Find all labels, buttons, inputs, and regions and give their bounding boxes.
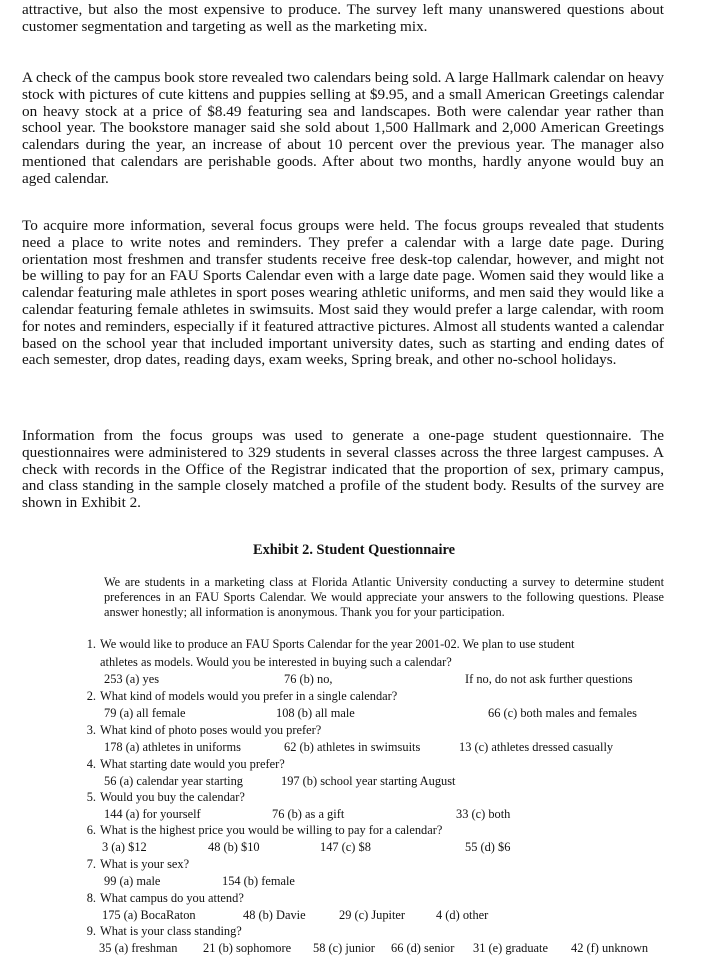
answer-option: 42 (f) unknown bbox=[571, 941, 649, 955]
answer-option: 21 (b) sophomore bbox=[203, 941, 292, 955]
answer-option: 48 (b) Davie bbox=[243, 908, 306, 922]
answer-option: 62 (b) athletes in swimsuits bbox=[284, 740, 421, 754]
answer-option: 4 (d) other bbox=[436, 908, 489, 922]
answer-option: 79 (a) all female bbox=[104, 706, 186, 720]
question-text: What starting date would you prefer? bbox=[100, 757, 285, 771]
answer-option: 33 (c) both bbox=[456, 807, 511, 821]
answer-option: 197 (b) school year starting August bbox=[281, 774, 456, 788]
question-number: 9. bbox=[86, 924, 96, 938]
answer-option: 76 (b) as a gift bbox=[272, 807, 345, 821]
question-text: What is your class standing? bbox=[100, 924, 242, 938]
answer-option: 55 (d) $6 bbox=[465, 840, 511, 854]
question-text: What kind of models would you prefer in a single calendar? bbox=[100, 689, 398, 703]
paragraph-focus-groups: To acquire more information, several focus groups were held. The focus groups revealed that students need a place to write notes and reminders. They prefer a calendar with a large date page. During orientation most freshmen and transfer students receive free desk-top calendar, however, and might not be willing to pay for an FAU Sports Calendar even with a large date page. Women said they would like a calendar featuring male athletes in sport poses wearing athletic uniforms, and men said they would like a calendar featuring female athletes in swimsuits. Most said they would prefer a large calendar, with room for notes and reminders, especially if it featured attractive pictures. Almost all students wanted a calendar based on the school year that included important university dates, such as starting and ending dates of each semester, drop dates, reading days, exam weeks, Spring break, and other no-school holidays. bbox=[22, 217, 664, 369]
answer-option: 3 (a) $12 bbox=[102, 840, 147, 854]
question-text: Would you buy the calendar? bbox=[100, 790, 245, 804]
paragraph-continuation: attractive, but also the most expensive to produce. The survey left many unanswered questions about customer segmentation and targeting as well as the marketing mix. bbox=[22, 1, 664, 35]
answer-option: 154 (b) female bbox=[222, 874, 295, 888]
question-number: 7. bbox=[86, 857, 96, 871]
question-number: 3. bbox=[86, 723, 96, 737]
answer-option: 31 (e) graduate bbox=[473, 941, 548, 955]
paragraph-bookstore-check: A check of the campus book store revealed two calendars being sold. A large Hallmark calendar on heavy stock with pictures of cute kittens and puppies selling at $9.95, and a small American Greetings calendar on heavy stock at a price of $8.49 featuring sea and landscapes. Both were calendar year rather than school year. The bookstore manager said she sold about 1,500 Hallmark and 2,000 American Greetings calendars during the year, an increase of about 10 percent over the previous year. The manager also mentioned that calendars are perishable goods. After about two months, hardly anyone would buy an aged calendar. bbox=[22, 69, 664, 187]
question-number: 1. bbox=[86, 637, 96, 651]
answer-option: 76 (b) no, bbox=[284, 672, 333, 686]
answer-option: 108 (b) all male bbox=[276, 706, 355, 720]
answer-option: 144 (a) for yourself bbox=[104, 807, 201, 821]
question-text: What campus do you attend? bbox=[100, 891, 244, 905]
answer-option: 29 (c) Jupiter bbox=[339, 908, 406, 922]
question-text: What is your sex? bbox=[100, 857, 190, 871]
answer-option: 48 (b) $10 bbox=[208, 840, 260, 854]
question-number: 5. bbox=[86, 790, 96, 804]
question-number: 6. bbox=[86, 823, 96, 837]
answer-option: 175 (a) BocaRaton bbox=[102, 908, 196, 922]
answer-option: 58 (c) junior bbox=[313, 941, 375, 955]
question-text: We would like to produce an FAU Sports Calendar for the year 2001-02. We plan to use student bbox=[100, 637, 575, 651]
answer-option: 35 (a) freshman bbox=[99, 941, 178, 955]
answer-option: 99 (a) male bbox=[104, 874, 161, 888]
questionnaire-intro: We are students in a marketing class at Florida Atlantic University conducting a survey to determine student preferences in an FAU Sports Calendar. We would appreciate your answers to the following questions. Please answer honestly; all information is anonymous. Thank you for your participation. bbox=[104, 575, 664, 619]
answer-option: If no, do not ask further questions bbox=[465, 672, 633, 686]
question-number: 2. bbox=[86, 689, 96, 703]
answer-option: 147 (c) $8 bbox=[320, 840, 371, 854]
question-number: 4. bbox=[86, 757, 96, 771]
question-number: 8. bbox=[86, 891, 96, 905]
answer-option: 66 (d) senior bbox=[391, 941, 455, 955]
answer-option: 13 (c) athletes dressed casually bbox=[459, 740, 614, 754]
answer-option: 253 (a) yes bbox=[104, 672, 160, 686]
question-text: athletes as models. Would you be interested in buying such a calendar? bbox=[100, 655, 452, 669]
paragraph-questionnaire-info: Information from the focus groups was used to generate a one-page student questionnaire. The questionnaires were administered to 329 students in several classes across the three largest campuses. A check with records in the Office of the Registrar indicated that the proportion of sex, primary campus, and class standing in the sample closely matched a profile of the student body. Results of the survey are shown in Exhibit 2. bbox=[22, 427, 664, 512]
answer-option: 56 (a) calendar year starting bbox=[104, 774, 243, 788]
answer-option: 66 (c) both males and females bbox=[488, 706, 637, 720]
question-text: What kind of photo poses would you prefer? bbox=[100, 723, 322, 737]
exhibit-title: Exhibit 2. Student Questionnaire bbox=[252, 542, 456, 558]
answer-option: 178 (a) athletes in uniforms bbox=[104, 740, 241, 754]
question-text: What is the highest price you would be willing to pay for a calendar? bbox=[100, 823, 443, 837]
